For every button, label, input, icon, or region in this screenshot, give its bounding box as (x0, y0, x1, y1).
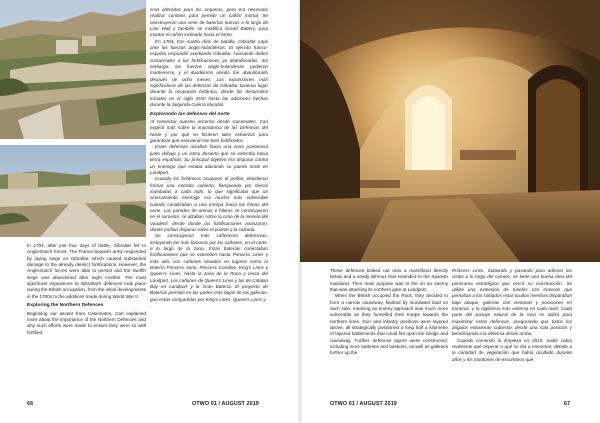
english-paragraph: In 1704, after just four days of battle, Gibraltar fell to Anglo-Dutch forces. The Franco-Spanish army responded by laying siege on Gibraltar, which caused substantial damage to the already derelict fortifications. However, the Anglo-Dutch forces were able to persist and the twelfth siege was abandoned after eight months. The most significant expansions to Gibraltar's defences took place during the British occupation, from the initial developments in the 1700s to the additions made during World War II. (27, 243, 146, 299)
spanish-paragraph: Se construyeron más cañoneras defensivas, incluyendo las más famosas por los cañones, en el norte, a lo largo de la zona. Estas baterías conectaban fortificaciones que se extienden hasta Princess Lines y más allá, con cañones situados en lugares como la Batería Princess Anne, Princess Caroline, King's Lines y Queen's Lines, hasta la zona de la Roca y cerca del Landport. Los cañones de Queen's Lines y las de Catalan Bay en Landport y la Gran Batería. El proyecto de Baterías permitió en las partes más bajas de las galerías, que están compartidas por King's Lines, Queen's Lines y (150, 233, 268, 302)
spanish-column-right (452, 268, 572, 363)
spanish-paragraph: Cuando comenzó la limpieza en 2015, nadie sabía realmente qué esperar o qué se iba a encontrar, debido a la cantidad de vegetación que había ocultado durante años y los montones de escombros que (452, 337, 572, 362)
english-paragraph: Beginning our ascent from Casemates, Carl explained more about the importance of the Northern Defences and why such efforts were made to ensure they were so well fortified. (27, 310, 146, 335)
english-column-left (27, 243, 146, 336)
spanish-paragraph: En 1704, tras cuatro días de batalla, Gibraltar cayó ante las fuerzas anglo-holandesas. El ejército franco-español respondió asediando Gibraltar, causando daños sustanciales a las fortificaciones ya abandonadas. Sin embargo, las fuerzas anglo-holandesas pudieron mantenerse, y el duodécimo asedio fue abandonado después de ocho meses. Las expansiones más significativas de las defensas de Gibraltar tuvieron lugar durante la ocupación británica, desde los desarrollos iniciales en el siglo XVIII hasta las adiciones hechas durante la Segunda Guerra Mundial. (150, 38, 268, 108)
spanish-paragraph: Al comenzar nuestro ascenso desde Casemates, Carl explicó más sobre la importancia de las Defensas del Norte y por qué se hicieron tales esfuerzos para garantizar que estuvieran tan bien fortificados. (150, 119, 268, 144)
spine-gutter (297, 0, 303, 423)
english-paragraph: When the British occupied the Rock, they decided to form a narrow causeway, flanked by inundated land on each side, meaning an enemy approach was much more vulnerable as they funnelled their troops towards the northern lines. Gun and infantry positions were layered above, all strategically positioned a long half a kilometre of layered battlements that could fire upon the bridge and causeway. Further defences layers were constructed, including more batteries and bastions, as well as galleries further up the (330, 293, 448, 356)
tunnel-gallery-photo (300, 0, 600, 262)
right-page (300, 0, 600, 423)
section-heading-spanish: Explorando las defensas del norte (150, 111, 230, 117)
page-number: 67 (564, 401, 571, 407)
english-column-right (330, 268, 448, 357)
magazine-issue-footer: OTWO 01 / AUGUST 2019 (192, 401, 259, 407)
hillside-fortification-photo (0, 0, 146, 139)
magazine-issue-footer: OTWO 01 / AUGUST 2019 (330, 401, 397, 407)
page-number: 66 (27, 401, 34, 407)
english-paragraph: These defences looked out onto a marshland directly below and a sandy isthmus that extended to the Spanish mainland. Their main purpose was to fire on an enemy that was attacking its northern gate at Landport. (330, 268, 448, 293)
spanish-paragraph: Cuando los británicos ocuparon el peñón, decidieron formar una entrada cubierta, flanqueada por tierras inundadas a cada lado, lo que significaba que un acercamiento enemigo era mucho más vulnerable cuando canalizaban a una trampa hacia las líneas del norte. Las paredes de arenas e hileras se construyeron en el suroeste; se alzaban sobre la cima de la meseta del Vaudevil, desde donde las fortificaciones avanzaron, donde podían disparar sobre el puente y la calzada. (150, 176, 268, 232)
section-heading: Exploring the Northern Defences (27, 303, 104, 309)
spanish-column-left (150, 7, 268, 303)
spanish-paragraph: Princess Lines. Subiendo y pasando para admirar las vistas a lo largo del camino, se tiene una buena idea del panorama estratégico que cercó su construcción. Se utilizó una extensión de túneles con troneras que permitían a los soldados estar ocultos mientras disparaban bajo ataque, galerías con ventanas y posiciones en troneras, y la vigilancia más extensa en cada nivel. Cada parte del paisaje natural de la roca se utilizó para maximizar estas defensas, asegurando que todos los ángulos estuvieran cubiertos desde una sola posición y beneficiando a la defensa desde arriba. (452, 268, 573, 337)
stone-path-photo (0, 145, 146, 237)
spanish-paragraph: eran alteradas para los arqueros, pero era necesario realizar cambios para permitir un cañón mortal. Se construyeron una serie de baterías nuevas a lo largo de Line Wall y también se modificó Grand Battery, para montar el cañón inclinado hacia el istmo. (150, 7, 268, 38)
spanish-paragraph: Estas defensas miraban hacia una zona pantanosa junto debajo y un istmo desierto que se extendía hacia tierra española. Su principal objetivo era disparar contra un enemigo que estaba atacando su puerta norte en Landport. (150, 144, 268, 175)
